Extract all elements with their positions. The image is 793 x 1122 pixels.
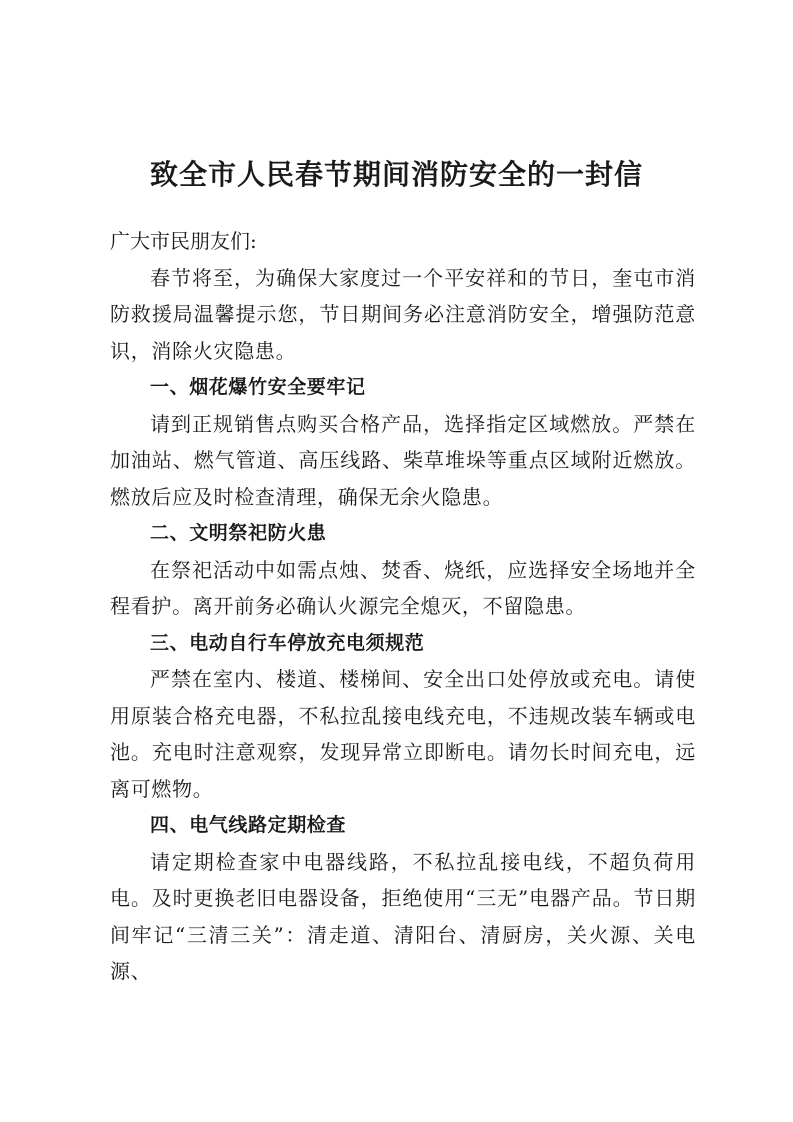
section-heading-electrical: 四、电气线路定期检查 — [150, 814, 347, 836]
intro-paragraph: 春节将至，为确保大家度过一个平安祥和的节日，奎屯市消防救援局温馨提示您，节日期间务必注意消防安全，增强防范意识，消除火灾隐患。 — [110, 265, 696, 363]
section-heading-worship: 二、文明祭祀防火患 — [150, 522, 327, 544]
section-body-fireworks: 请到正规销售点购买合格产品，选择指定区域燃放。严禁在加油站、燃气管道、高压线路、柴草堆垛等重点区域附近燃放。燃放后应及时检查清理，确保无余火隐患。 — [110, 411, 696, 509]
section-heading-fireworks: 一、烟花爆竹安全要牢记 — [150, 376, 366, 398]
section-body-worship: 在祭祀活动中如需点烛、焚香、烧纸，应选择安全场地并全程看护。离开前务必确认火源完全熄灭，不留隐患。 — [110, 557, 696, 618]
letter-body — [110, 223, 696, 990]
section-heading-ebike: 三、电动自行车停放充电须规范 — [150, 631, 425, 654]
section-body-ebike: 严禁在室内、楼道、楼梯间、安全出口处停放或充电。请使用原装合格充电器，不私拉乱接电线充电，不违规改装车辆或电池。充电时注意观察，发现异常立即断电。请勿长时间充电，远离可燃物。 — [110, 667, 696, 801]
salutation: 广大市民朋友们: — [110, 229, 257, 253]
page-title: 致全市人民春节期间消防安全的一封信 — [149, 157, 643, 191]
section-body-electrical: 请定期检查家中电器线路，不私拉乱接电线，不超负荷用电。及时更换老旧电器设备，拒绝使用“三无”电器产品。节日期间牢记“三清三关”：清走道、清阳台、清厨房，关火源、关电源、 — [110, 849, 696, 983]
